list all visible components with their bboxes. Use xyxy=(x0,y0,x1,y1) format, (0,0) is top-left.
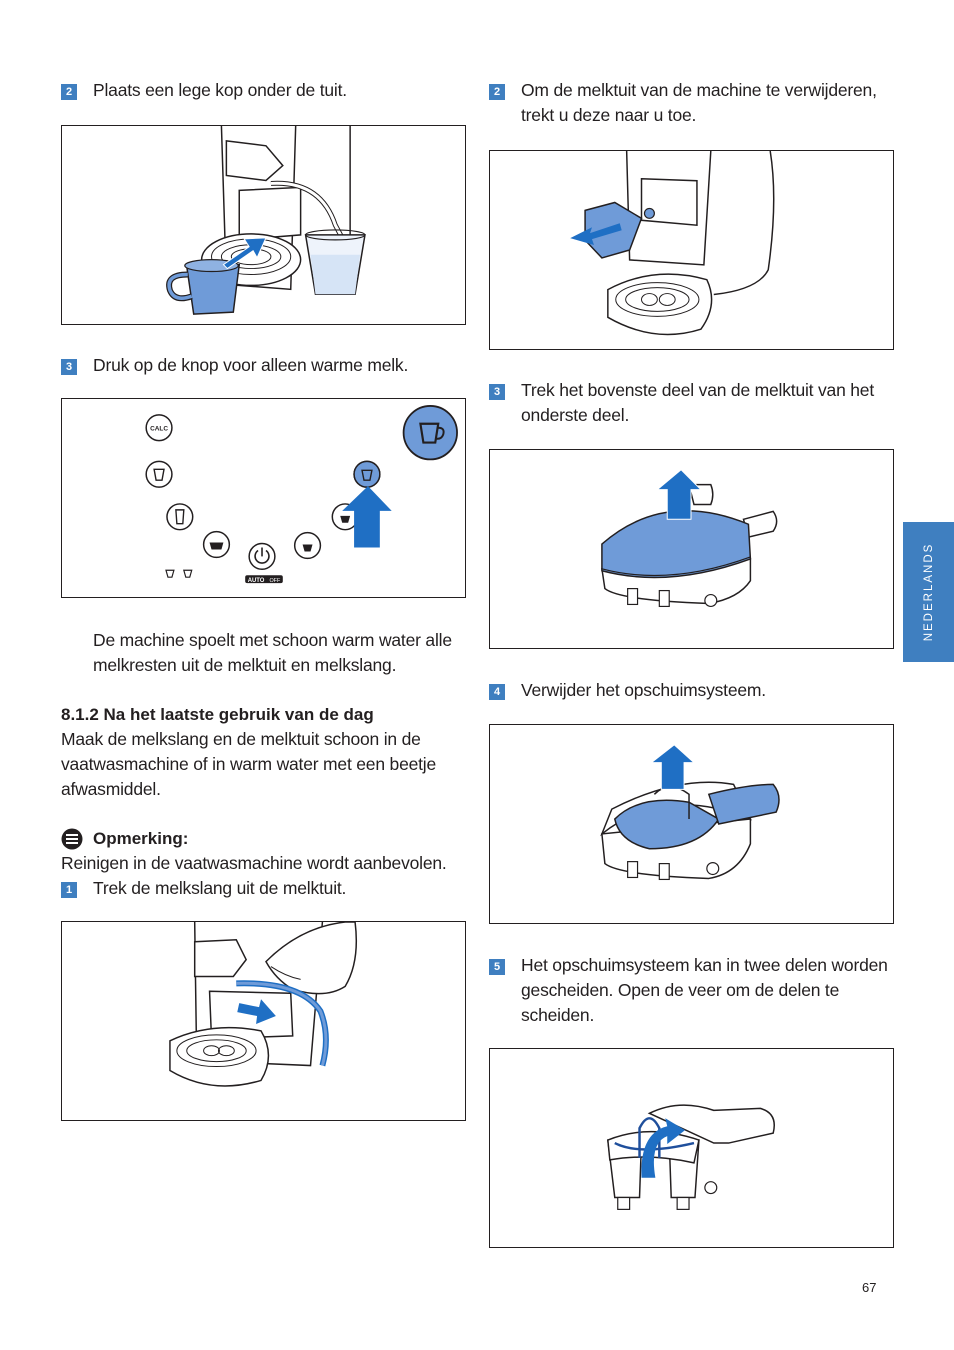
section-text: Maak de melkslang en de melktuit schoon in de vaatwasmachine of in warm water met een beetje afwasmiddel. xyxy=(61,729,437,799)
note-title xyxy=(61,826,467,851)
note-title-text: Opmerking: xyxy=(93,829,189,848)
step-number: 3 xyxy=(489,384,505,400)
arrow-up-icon xyxy=(651,745,694,790)
off-label: OFF xyxy=(269,578,281,585)
right-column xyxy=(489,78,895,1248)
note-icon xyxy=(61,828,83,850)
step-3-left xyxy=(61,353,467,378)
result-text: De machine spoelt met schoon warm water alle melkresten uit de melktuit en melkslang. xyxy=(93,630,452,675)
step-text: Het opschuimsysteem kan in twee delen worden gescheiden. Open de veer om de delen te scheiden. xyxy=(521,955,888,1025)
figure-remove-frother xyxy=(489,724,894,924)
figure-cup-under-spout xyxy=(61,125,466,325)
step-number: 4 xyxy=(489,684,505,700)
step-text: Trek het bovenste deel van de melktuit van het onderste deel. xyxy=(521,380,875,425)
auto-label: AUTO xyxy=(247,578,265,585)
step-5-right xyxy=(489,953,895,1028)
step-2-left xyxy=(61,78,467,103)
illustration-remove-spout xyxy=(490,151,893,349)
calc-label: CALC xyxy=(150,425,168,433)
step-text: Om de melktuit van de machine te verwijderen, trekt u deze naar u toe. xyxy=(521,80,877,125)
power-button-icon xyxy=(249,544,275,570)
note-text: Reinigen in de vaatwasmachine wordt aanbevolen. xyxy=(61,853,447,873)
step-number: 1 xyxy=(61,882,77,898)
step-number: 5 xyxy=(489,959,505,975)
big-cup-button-icon xyxy=(404,406,457,459)
figure-separate-spout xyxy=(489,449,894,649)
figure-control-panel xyxy=(61,398,466,598)
figure-remove-spout xyxy=(489,150,894,350)
step-number: 2 xyxy=(61,84,77,100)
illustration-split-frother xyxy=(490,1049,893,1247)
latte-button-icon xyxy=(167,504,193,530)
illustration-pull-milk-tube xyxy=(62,922,465,1120)
step-1-left xyxy=(61,876,467,901)
illustration-remove-frother xyxy=(490,725,893,923)
step-number: 3 xyxy=(61,359,77,375)
language-side-tab xyxy=(903,522,954,662)
step-number: 2 xyxy=(489,84,505,100)
step-text: Druk op de knop voor alleen warme melk. xyxy=(93,355,409,375)
side-tab-label: NEDERLANDS xyxy=(922,542,935,642)
step-text: Trek de melkslang uit de melktuit. xyxy=(93,878,347,898)
step-4-right xyxy=(489,678,895,703)
illustration-control-panel xyxy=(62,399,465,597)
figure-pull-milk-tube xyxy=(61,921,466,1121)
figure-split-frother xyxy=(489,1048,894,1248)
illustration-cup-under-spout xyxy=(62,126,465,324)
step-3-right xyxy=(489,378,895,428)
cup-button-icon xyxy=(146,461,172,487)
illustration-separate-spout xyxy=(490,450,893,648)
step-text: Verwijder het opschuimsysteem. xyxy=(521,680,766,700)
step-text: Plaats een lege kop onder de tuit. xyxy=(93,80,347,100)
step-2-right xyxy=(489,78,895,128)
left-column xyxy=(61,78,467,1121)
page-number: 67 xyxy=(862,1280,877,1295)
section-heading: 8.1.2 Na het laatste gebruik van de dag xyxy=(61,705,374,724)
